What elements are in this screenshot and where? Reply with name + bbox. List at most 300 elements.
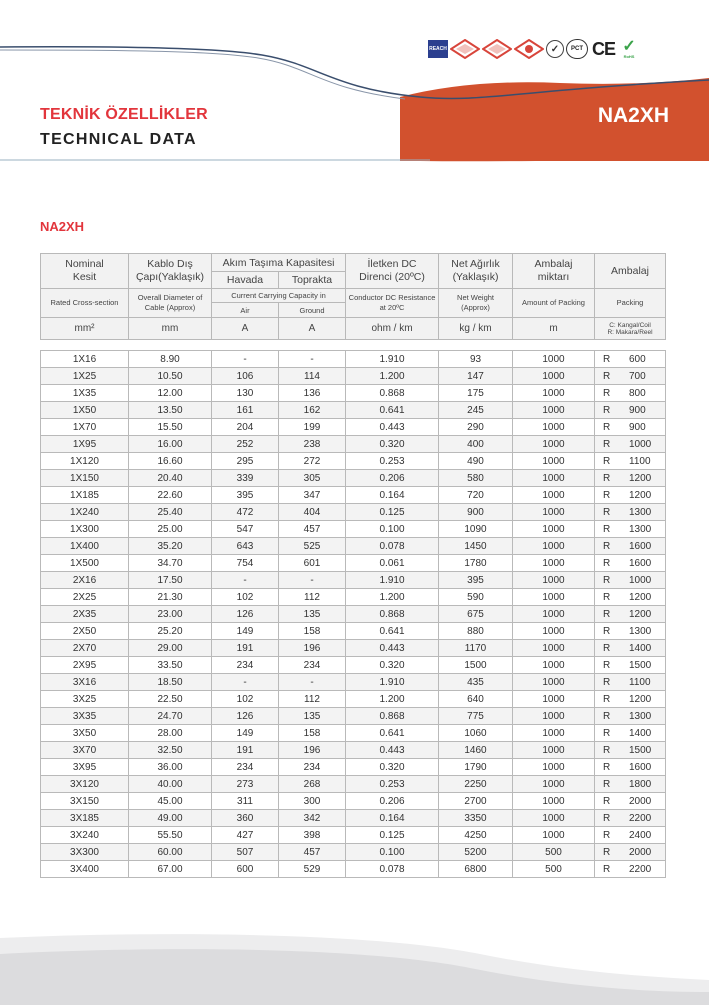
- row-packing-size: 2400: [629, 829, 652, 841]
- row-air: 102: [212, 589, 279, 606]
- header-resistance-tr: İletken DC Direnci (20ºC): [346, 254, 439, 289]
- row-section: 3X50: [41, 725, 129, 742]
- row-air: -: [212, 674, 279, 691]
- row-weight: 4250: [439, 827, 513, 844]
- row-packing-size: 1100: [629, 455, 651, 467]
- row-diameter: 45.00: [129, 793, 212, 810]
- row-section: 1X16: [41, 351, 129, 368]
- row-packing: [595, 521, 666, 538]
- row-diameter: 22.60: [129, 487, 212, 504]
- row-packing: [595, 368, 666, 385]
- row-resistance: 1.200: [346, 691, 439, 708]
- row-packing-size: 1600: [629, 540, 652, 552]
- header-nominal-tr: Nominal Kesit: [41, 254, 129, 289]
- row-weight: 720: [439, 487, 513, 504]
- row-diameter: 28.00: [129, 725, 212, 742]
- row-amount: 500: [513, 844, 595, 861]
- table-row: [41, 827, 666, 844]
- row-amount: 1000: [513, 572, 595, 589]
- row-packing: [595, 623, 666, 640]
- row-air: 161: [212, 402, 279, 419]
- row-section: 3X120: [41, 776, 129, 793]
- row-ground: -: [279, 674, 346, 691]
- row-packing-size: 800: [629, 387, 646, 399]
- row-weight: 435: [439, 674, 513, 691]
- row-resistance: 0.443: [346, 742, 439, 759]
- row-air: -: [212, 351, 279, 368]
- row-packing-type: R: [603, 710, 611, 722]
- row-packing: [595, 810, 666, 827]
- row-air: 339: [212, 470, 279, 487]
- row-air: 252: [212, 436, 279, 453]
- row-air: 754: [212, 555, 279, 572]
- row-amount: 1000: [513, 368, 595, 385]
- row-packing: [595, 589, 666, 606]
- row-ground: -: [279, 572, 346, 589]
- row-packing: [595, 776, 666, 793]
- row-packing-type: R: [603, 693, 611, 705]
- row-ground: 529: [279, 861, 346, 878]
- row-packing-size: 700: [629, 370, 646, 382]
- row-packing-size: 1600: [629, 761, 652, 773]
- row-packing: [595, 436, 666, 453]
- header-nominal-en: Rated Cross-section: [41, 289, 129, 318]
- row-section: 3X185: [41, 810, 129, 827]
- header-packing-amount-en: Amount of Packing: [513, 289, 595, 318]
- row-diameter: 40.00: [129, 776, 212, 793]
- table-row: [41, 419, 666, 436]
- row-ground: 112: [279, 691, 346, 708]
- row-ground: 199: [279, 419, 346, 436]
- table-row: [41, 861, 666, 878]
- row-section: 1X120: [41, 453, 129, 470]
- page-title-en: TECHNICAL DATA: [40, 131, 197, 148]
- row-air: 643: [212, 538, 279, 555]
- row-packing: [595, 708, 666, 725]
- row-packing-size: 1400: [629, 727, 652, 739]
- row-packing: [595, 385, 666, 402]
- row-resistance: 0.125: [346, 827, 439, 844]
- row-diameter: 25.40: [129, 504, 212, 521]
- row-packing-type: R: [603, 727, 611, 739]
- row-ground: 457: [279, 844, 346, 861]
- row-air: 149: [212, 623, 279, 640]
- row-section: 1X50: [41, 402, 129, 419]
- row-amount: 1000: [513, 436, 595, 453]
- row-air: -: [212, 572, 279, 589]
- table-row: [41, 708, 666, 725]
- row-resistance: 0.078: [346, 538, 439, 555]
- row-air: 507: [212, 844, 279, 861]
- cert-diamond-icon: [450, 39, 480, 59]
- row-amount: 1000: [513, 810, 595, 827]
- row-ground: 525: [279, 538, 346, 555]
- table-row: [41, 453, 666, 470]
- unit-nominal: mm²: [41, 318, 129, 340]
- row-packing: [595, 555, 666, 572]
- row-section: 2X50: [41, 623, 129, 640]
- row-ground: 196: [279, 742, 346, 759]
- table-row: [41, 657, 666, 674]
- row-ground: 112: [279, 589, 346, 606]
- row-packing-type: R: [603, 353, 611, 365]
- row-section: 1X35: [41, 385, 129, 402]
- row-resistance: 0.868: [346, 606, 439, 623]
- row-resistance: 0.868: [346, 708, 439, 725]
- row-air: 311: [212, 793, 279, 810]
- row-packing-size: 1200: [629, 591, 652, 603]
- row-packing-size: 2200: [629, 863, 652, 875]
- row-packing-type: R: [603, 404, 611, 416]
- row-resistance: 0.206: [346, 470, 439, 487]
- row-air: 102: [212, 691, 279, 708]
- row-ground: 158: [279, 725, 346, 742]
- table-row: [41, 589, 666, 606]
- row-air: 600: [212, 861, 279, 878]
- row-amount: 1000: [513, 606, 595, 623]
- row-section: 3X400: [41, 861, 129, 878]
- row-section: 2X70: [41, 640, 129, 657]
- table-row: [41, 436, 666, 453]
- row-amount: 1000: [513, 827, 595, 844]
- row-air: 395: [212, 487, 279, 504]
- footer-graphic: [0, 920, 709, 1005]
- row-section: 3X240: [41, 827, 129, 844]
- row-diameter: 29.00: [129, 640, 212, 657]
- row-packing-size: 1000: [629, 574, 652, 586]
- row-packing-type: R: [603, 540, 611, 552]
- row-packing: [595, 640, 666, 657]
- row-amount: 1000: [513, 419, 595, 436]
- row-weight: 580: [439, 470, 513, 487]
- row-packing: [595, 844, 666, 861]
- row-air: 126: [212, 606, 279, 623]
- product-code: NA2XH: [597, 104, 669, 127]
- cert-diamond-icon: [482, 39, 512, 59]
- row-diameter: 36.00: [129, 759, 212, 776]
- row-packing-size: 1200: [629, 608, 652, 620]
- row-ground: 305: [279, 470, 346, 487]
- row-packing-type: R: [603, 574, 611, 586]
- row-packing: [595, 742, 666, 759]
- row-amount: 1000: [513, 402, 595, 419]
- table-row: [41, 793, 666, 810]
- row-section: 2X16: [41, 572, 129, 589]
- table-row: [41, 691, 666, 708]
- row-resistance: 1.910: [346, 351, 439, 368]
- row-diameter: 20.40: [129, 470, 212, 487]
- row-packing-type: R: [603, 557, 611, 569]
- row-packing-type: R: [603, 608, 611, 620]
- row-weight: 290: [439, 419, 513, 436]
- header-resistance-en: Conductor DC Resistance at 20ºC: [346, 289, 439, 318]
- row-packing-size: 1200: [629, 489, 652, 501]
- row-ground: 347: [279, 487, 346, 504]
- row-resistance: 0.320: [346, 436, 439, 453]
- row-ground: 238: [279, 436, 346, 453]
- row-amount: 1000: [513, 674, 595, 691]
- header-air-tr: Havada: [212, 272, 279, 289]
- row-diameter: 67.00: [129, 861, 212, 878]
- row-resistance: 0.125: [346, 504, 439, 521]
- row-weight: 1090: [439, 521, 513, 538]
- table-row: [41, 844, 666, 861]
- row-resistance: 0.253: [346, 453, 439, 470]
- row-ground: 196: [279, 640, 346, 657]
- header-weight-tr: Net Ağırlık (Yaklaşık): [439, 254, 513, 289]
- row-section: 1X400: [41, 538, 129, 555]
- row-section: 2X95: [41, 657, 129, 674]
- row-packing: [595, 538, 666, 555]
- unit-packing-line2: R: Makara/Reel: [607, 328, 653, 336]
- row-diameter: 55.50: [129, 827, 212, 844]
- row-packing-type: R: [603, 387, 611, 399]
- row-packing-type: R: [603, 795, 611, 807]
- row-diameter: 25.20: [129, 623, 212, 640]
- row-packing-size: 900: [629, 404, 646, 416]
- row-amount: 1000: [513, 742, 595, 759]
- row-amount: 1000: [513, 521, 595, 538]
- row-weight: 1780: [439, 555, 513, 572]
- row-air: 191: [212, 742, 279, 759]
- row-air: 106: [212, 368, 279, 385]
- row-weight: 1060: [439, 725, 513, 742]
- row-packing: [595, 487, 666, 504]
- row-air: 427: [212, 827, 279, 844]
- header-packing-tr: Ambalaj: [595, 254, 666, 289]
- row-section: 3X35: [41, 708, 129, 725]
- row-ground: 342: [279, 810, 346, 827]
- row-amount: 1000: [513, 555, 595, 572]
- row-packing-type: R: [603, 625, 611, 637]
- header-air-en: Air: [212, 303, 279, 318]
- row-weight: 175: [439, 385, 513, 402]
- header-ground-tr: Toprakta: [279, 272, 346, 289]
- row-diameter: 8.90: [129, 351, 212, 368]
- row-weight: 590: [439, 589, 513, 606]
- row-packing-type: R: [603, 591, 611, 603]
- row-packing-type: R: [603, 676, 611, 688]
- row-weight: 147: [439, 368, 513, 385]
- row-diameter: 25.00: [129, 521, 212, 538]
- row-ground: 601: [279, 555, 346, 572]
- row-amount: 1000: [513, 470, 595, 487]
- row-resistance: 0.100: [346, 521, 439, 538]
- row-ground: 404: [279, 504, 346, 521]
- row-packing: [595, 453, 666, 470]
- unit-resistance: ohm / km: [346, 318, 439, 340]
- row-packing: [595, 861, 666, 878]
- row-weight: 2700: [439, 793, 513, 810]
- row-ground: 158: [279, 623, 346, 640]
- row-section: 1X240: [41, 504, 129, 521]
- row-packing: [595, 606, 666, 623]
- row-section: 1X25: [41, 368, 129, 385]
- row-packing-type: R: [603, 744, 611, 756]
- row-weight: 1450: [439, 538, 513, 555]
- row-packing: [595, 827, 666, 844]
- row-packing-type: R: [603, 846, 611, 858]
- row-packing-size: 1300: [629, 625, 652, 637]
- table-row: [41, 504, 666, 521]
- row-section: 3X25: [41, 691, 129, 708]
- row-ground: 300: [279, 793, 346, 810]
- row-packing-size: 1000: [629, 438, 652, 450]
- header-diameter-en: Overall Diameter of Cable (Approx): [129, 289, 212, 318]
- row-weight: 1460: [439, 742, 513, 759]
- header-packing-en: Packing: [595, 289, 666, 318]
- row-ground: 272: [279, 453, 346, 470]
- row-weight: 6800: [439, 861, 513, 878]
- row-resistance: 0.206: [346, 793, 439, 810]
- row-section: 1X150: [41, 470, 129, 487]
- row-amount: 1000: [513, 759, 595, 776]
- row-section: 1X500: [41, 555, 129, 572]
- row-resistance: 0.868: [346, 385, 439, 402]
- row-section: 1X185: [41, 487, 129, 504]
- row-packing-type: R: [603, 506, 611, 518]
- row-packing: [595, 419, 666, 436]
- row-weight: 1170: [439, 640, 513, 657]
- row-packing-size: 1500: [629, 744, 652, 756]
- row-packing: [595, 470, 666, 487]
- row-diameter: 33.50: [129, 657, 212, 674]
- table-row: [41, 810, 666, 827]
- header-graphic: [0, 0, 709, 200]
- row-packing: [595, 402, 666, 419]
- row-amount: 1000: [513, 708, 595, 725]
- row-diameter: 10.50: [129, 368, 212, 385]
- table-row: [41, 640, 666, 657]
- table-row: [41, 759, 666, 776]
- header-current-en: Current Carrying Capacity in: [212, 289, 346, 303]
- row-packing-size: 2000: [629, 795, 652, 807]
- row-packing-type: R: [603, 370, 611, 382]
- table-row: [41, 368, 666, 385]
- reach-logo: REACH: [428, 40, 448, 58]
- row-air: 234: [212, 657, 279, 674]
- row-packing-type: R: [603, 642, 611, 654]
- row-diameter: 16.60: [129, 453, 212, 470]
- table-row: [41, 521, 666, 538]
- row-diameter: 23.00: [129, 606, 212, 623]
- row-amount: 1000: [513, 691, 595, 708]
- row-packing-size: 1300: [629, 506, 652, 518]
- row-resistance: 1.910: [346, 572, 439, 589]
- row-packing-type: R: [603, 761, 611, 773]
- row-air: 295: [212, 453, 279, 470]
- header-curve-mid: [0, 50, 405, 99]
- header-weight-en: Net Weight (Approx): [439, 289, 513, 318]
- table-row: [41, 606, 666, 623]
- header-current-tr: Akım Taşıma Kapasitesi: [212, 254, 346, 272]
- row-ground: -: [279, 351, 346, 368]
- row-weight: 395: [439, 572, 513, 589]
- row-packing: [595, 504, 666, 521]
- row-packing-type: R: [603, 659, 611, 671]
- row-diameter: 21.30: [129, 589, 212, 606]
- row-diameter: 34.70: [129, 555, 212, 572]
- row-ground: 135: [279, 606, 346, 623]
- row-packing-size: 2000: [629, 846, 652, 858]
- row-air: 126: [212, 708, 279, 725]
- row-weight: 1500: [439, 657, 513, 674]
- row-resistance: 0.320: [346, 759, 439, 776]
- row-packing-size: 1400: [629, 642, 652, 654]
- row-weight: 490: [439, 453, 513, 470]
- row-diameter: 18.50: [129, 674, 212, 691]
- row-diameter: 12.00: [129, 385, 212, 402]
- row-packing-size: 1300: [629, 710, 652, 722]
- row-packing-size: 1300: [629, 523, 652, 535]
- row-air: 547: [212, 521, 279, 538]
- row-amount: 1000: [513, 793, 595, 810]
- table-row: [41, 555, 666, 572]
- header-packing-amount-tr: Ambalaj miktarı: [513, 254, 595, 289]
- row-ground: 457: [279, 521, 346, 538]
- row-air: 191: [212, 640, 279, 657]
- row-packing-type: R: [603, 489, 611, 501]
- row-section: 3X16: [41, 674, 129, 691]
- row-ground: 398: [279, 827, 346, 844]
- row-air: 149: [212, 725, 279, 742]
- row-packing-size: 900: [629, 421, 646, 433]
- row-weight: 675: [439, 606, 513, 623]
- unit-ground: A: [279, 318, 346, 340]
- row-section: 2X35: [41, 606, 129, 623]
- row-section: 1X300: [41, 521, 129, 538]
- row-packing: [595, 691, 666, 708]
- row-packing-size: 1200: [629, 472, 652, 484]
- row-ground: 136: [279, 385, 346, 402]
- row-packing-size: 1600: [629, 557, 652, 569]
- row-diameter: 13.50: [129, 402, 212, 419]
- row-air: 273: [212, 776, 279, 793]
- row-weight: 5200: [439, 844, 513, 861]
- row-resistance: 0.164: [346, 810, 439, 827]
- row-air: 234: [212, 759, 279, 776]
- check-circle-icon: ✓: [546, 40, 564, 58]
- table-row: [41, 725, 666, 742]
- row-diameter: 22.50: [129, 691, 212, 708]
- section-title: NA2XH: [40, 219, 85, 234]
- row-ground: 114: [279, 368, 346, 385]
- row-packing-type: R: [603, 472, 611, 484]
- row-amount: 1000: [513, 453, 595, 470]
- row-weight: 900: [439, 504, 513, 521]
- table-row: [41, 742, 666, 759]
- row-amount: 1000: [513, 538, 595, 555]
- row-packing: [595, 759, 666, 776]
- row-amount: 1000: [513, 504, 595, 521]
- row-resistance: 0.641: [346, 725, 439, 742]
- row-amount: 1000: [513, 487, 595, 504]
- row-packing-type: R: [603, 863, 611, 875]
- row-weight: 3350: [439, 810, 513, 827]
- table-row: [41, 776, 666, 793]
- row-amount: 1000: [513, 657, 595, 674]
- row-section: 1X95: [41, 436, 129, 453]
- pct-logo: PCT: [566, 39, 588, 59]
- row-packing-type: R: [603, 455, 611, 467]
- row-resistance: 0.253: [346, 776, 439, 793]
- row-ground: 268: [279, 776, 346, 793]
- table-row: [41, 402, 666, 419]
- row-packing-type: R: [603, 438, 611, 450]
- row-resistance: 0.100: [346, 844, 439, 861]
- row-resistance: 0.061: [346, 555, 439, 572]
- row-diameter: 32.50: [129, 742, 212, 759]
